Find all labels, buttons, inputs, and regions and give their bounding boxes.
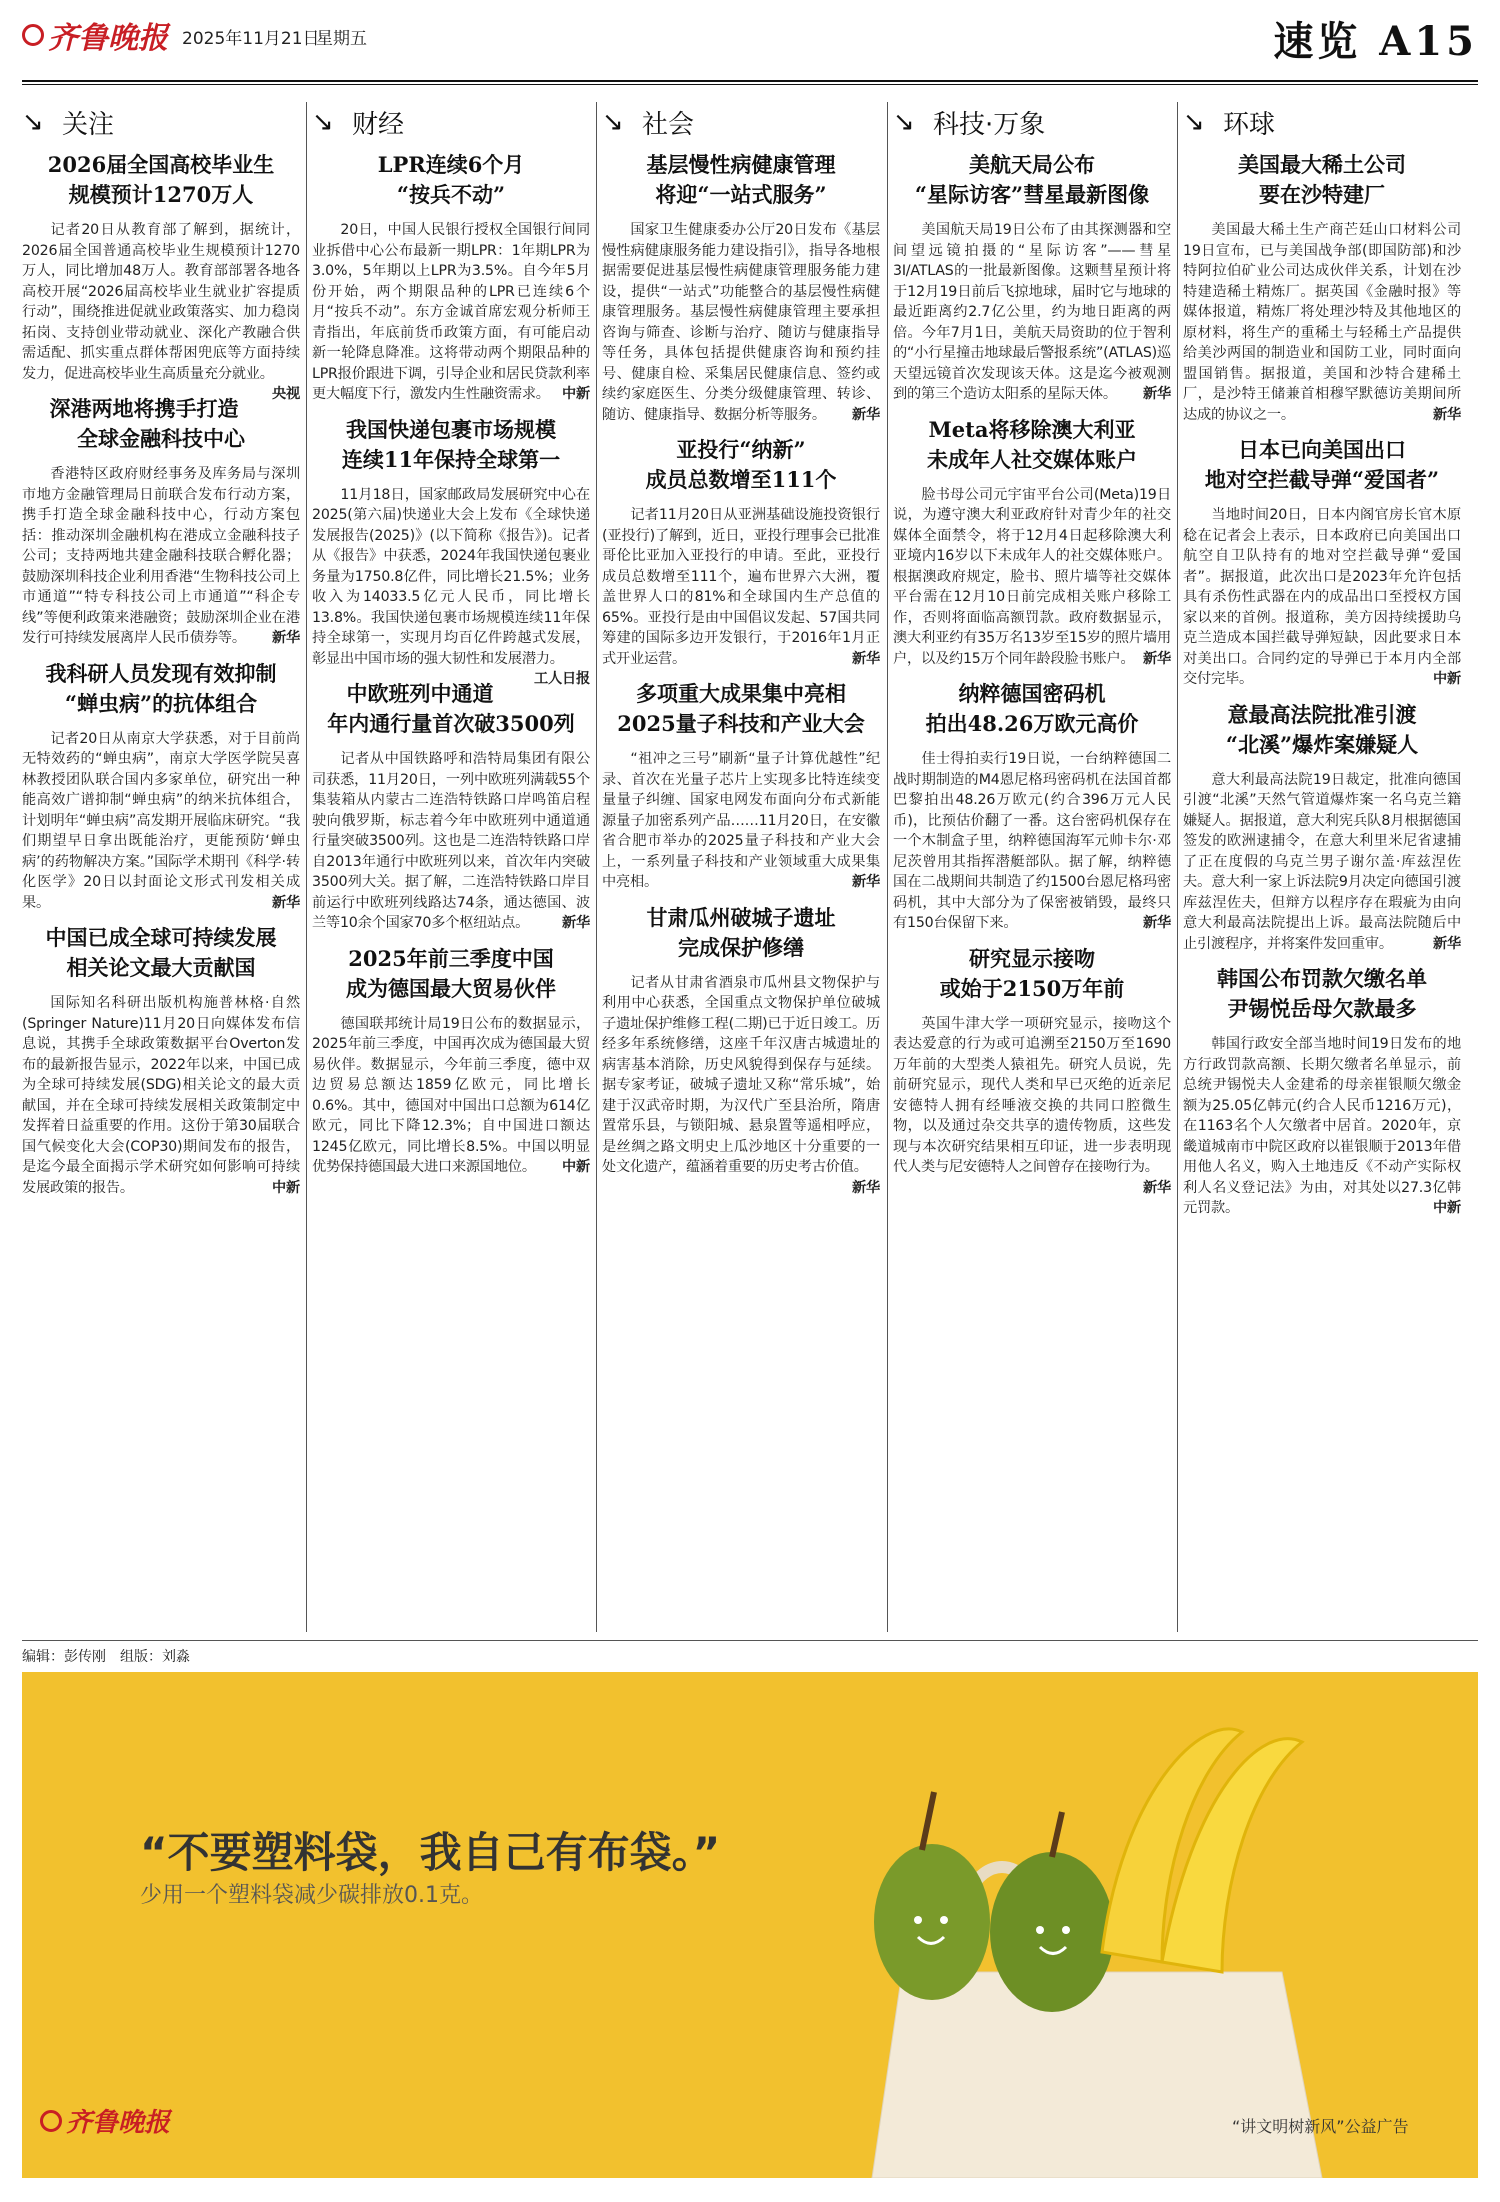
article-body <box>602 220 880 425</box>
article-source: 工人日报 <box>534 671 590 687</box>
article-headline: 意最高法院批准引渡 “北溪”爆炸案嫌疑人 <box>1225 701 1419 757</box>
article-body <box>1183 1034 1461 1219</box>
article-body <box>602 505 880 669</box>
article-body-text: 20日，中国人民银行授权全国银行间同业拆借中心公布最新一期LPR：1年期LPR为3.0%，5年期以上LPR为3.5%。自今年5月份开始，两个期限品种的LPR已连续6个月“按兵不动”。东方金诚首席宏观分析师王青指出，年底前货币政策方面，有可能启动新一轮降息降准。这将带动两个期限品种的LPR报价跟进下调，引导企业和居民贷款利率更大幅度下行，激发内生性融资需求。 <box>312 222 590 402</box>
article-source: 中新 <box>562 1159 590 1175</box>
article-body <box>312 749 590 934</box>
article-body-text: 11月18日，国家邮政局发展研究中心在2025(第六届)快递业大会上发布《全球快递发展报告(2025)》(以下简称《报告》)。记者从《报告》中获悉，2024年我国快递包裹业务量为1750.8亿件，同比增长21.5%；业务收入为14033.5亿元人民币，同比增长13.8%。我国快递包裹市场规模连续11年保持全球第一，实现月均百亿件跨越式发展，彰显出中国市场的强大韧性和发展潜力。 <box>312 486 590 667</box>
article-body-text: 美国最大稀土生产商芒廷山口材料公司19日宣布，已与美国战争部(即国防部)和沙特阿拉伯矿业公司达成伙伴关系，计划在沙特建造稀土精炼厂。据英国《金融时报》等媒体报道，精炼厂将处理沙特及其他地区的原材料，将生产的重稀土与轻稀土产品提供给美沙两国的制造业和国防工业，同时面向盟国销售。据报道，美国和沙特合建稀土厂，是沙特王储兼首相穆罕默德访美期间所达成的协议之一。 <box>1183 222 1461 423</box>
logo-seal-icon <box>40 2110 62 2132</box>
article-body-text: 德国联邦统计局19日公布的数据显示，2025年前三季度，中国再次成为德国最大贸易伙伴。数据显示，今年前三季度，德中双边贸易总额达1859亿欧元，同比增长0.6%。其中，德国对中国出口总额为614亿欧元，同比下降12.3%；自中国进口额达1245亿欧元，同比增长8.5%。中国以明显优势保持德国最大进口来源国地位。 <box>312 1015 590 1175</box>
article-body-text: 记者11月20日从亚洲基础设施投资银行(亚投行)了解到，近日，亚投行理事会已批准哥伦比亚加入亚投行的申请。至此，亚投行成员总数增至111个，遍布世界六大洲，覆盖世界人口的81%和全球国内生产总值的65%。亚投行是由中国倡议发起、57国共同筹建的国际多边开发银行，于2016年1月正式开业运营。 <box>602 507 880 667</box>
article-body <box>22 220 300 402</box>
news-article <box>1183 435 1461 690</box>
column-header <box>1183 102 1461 142</box>
article-source: 中新 <box>1433 1200 1461 1216</box>
article-headline: 韩国公布罚款欠缴名单 尹锡悦岳母欠款最多 <box>1217 966 1427 1021</box>
column-header <box>602 102 880 142</box>
article-headline: 中国已成全球可持续发展 相关论文最大贡献国 <box>45 925 277 980</box>
article-body <box>312 1014 590 1178</box>
article-source: 新华 <box>272 894 300 911</box>
news-article <box>893 415 1171 670</box>
section-arrow-icon: ↘ <box>1183 107 1205 137</box>
article-body-text: 美国航天局19日公布了由其探测器和空间望远镜拍摄的“星际访客”——彗星3I/ATLAS的一批最新图像。这颗彗星预计将于12月19日前后飞掠地球，届时它与地球的最近距离约2.7亿公里，约为地日距离的两倍。今年7月1日，美航天局资助的位于智利的“小行星撞击地球最后警报系统”(ATLAS)巡天望远镜首次发现该天体。这是迄今被观测到的第三个造访太阳系的星际天体。 <box>893 222 1171 402</box>
article-source: 中新 <box>562 386 590 402</box>
news-article <box>602 150 880 425</box>
article-body-text: 香港特区政府财经事务及库务局与深圳市地方金融管理局日前联合发布行动方案，携手打造全球金融科技中心，行动方案包括：推动深圳金融机构在港成立金融科技子公司；支持两地共建金融科技联合孵化器；鼓励深圳科技企业利用香港“生物科技公司上市通道”“特专科技公司上市通道”“科企专线”等便利政策来港融资；鼓励深圳企业在港发行可持续发展离岸人民币债券等。 <box>22 466 300 646</box>
issue-weekday: 星期五 <box>316 29 367 49</box>
article-headline: 美国最大稀土公司 要在沙特建厂 <box>1238 152 1406 207</box>
article-source: 新华 <box>1143 650 1171 667</box>
article-body <box>312 485 590 687</box>
news-article <box>602 903 880 1196</box>
article-source: 新华 <box>272 630 300 646</box>
article-headline: 我国快递包裹市场规模 连续11年保持全球第一 <box>341 416 561 472</box>
column-4 <box>1183 102 1461 1632</box>
article-headline: 深港两地将携手打造 全球金融科技中心 <box>49 396 245 451</box>
article-headline: 基层慢性病健康管理 将迎“一站式服务” <box>646 152 836 207</box>
article-body-text: 记者从中国铁路呼和浩特局集团有限公司获悉，11月20日，一列中欧班列满载55个集装箱从内蒙古二连浩特铁路口岸鸣笛启程驶向俄罗斯，标志着今年中欧班列中通道通行量突破3500列。这也是二连浩特铁路口岸自2013年通行中欧班列以来，首次年内突破3500列大关。据了解，二连浩特铁路口岸目前运行中欧班列线路达74条，通达德国、波兰等10余个国家70多个枢纽站点。 <box>312 751 590 931</box>
news-article <box>602 435 880 669</box>
footer-divider <box>22 1640 1478 1641</box>
article-body-text: 英国牛津大学一项研究显示，接吻这个表达爱意的行为或可追溯至2150万至1690万年前的大型类人猿祖先。研究人员说，先前研究显示，现代人类和早已灭绝的近亲尼安德特人拥有经唾液交换的共同口腔微生物，以及通过杂交共享的遗传物质，这些发现与本次研究结果相互印证，进一步表明现代人类与尼安德特人之间曾存在接吻行为。 <box>893 1015 1171 1175</box>
news-article <box>312 944 590 1178</box>
article-body <box>602 973 880 1196</box>
article-body <box>893 1014 1171 1196</box>
article-source: 新华 <box>1143 1179 1171 1196</box>
header-divider-thin <box>22 84 1478 85</box>
article-body <box>312 220 590 405</box>
article-body <box>1183 220 1461 425</box>
article-headline: 多项重大成果集中亮相 2025量子科技和产业大会 <box>617 681 865 736</box>
article-body <box>22 464 300 649</box>
news-article <box>312 679 590 934</box>
article-source: 中新 <box>272 1179 300 1196</box>
column-header <box>312 102 590 142</box>
news-article <box>893 944 1171 1196</box>
article-body <box>602 749 880 893</box>
pear-icon <box>990 1852 1114 2012</box>
news-article <box>1183 964 1461 1219</box>
article-source: 新华 <box>1143 386 1171 402</box>
news-article <box>893 150 1171 405</box>
article-body <box>1183 770 1461 955</box>
header-divider <box>22 80 1478 82</box>
article-source: 中新 <box>1433 671 1461 687</box>
news-article <box>602 679 880 893</box>
column-divider <box>306 102 307 1632</box>
article-source: 新华 <box>1433 406 1461 423</box>
article-body-text: 韩国行政安全部当地时间19日发布的地方行政罚款高额、长期欠缴者名单显示，前总统尹锡悦夫人金建希的母亲崔银顺欠缴金额为25.05亿韩元(约合人民币1216万元)，在1163名个人欠缴者中居首。2020年，京畿道城南市中院区政府以崔银顺于2013年借用他人名义，购入土地违反《不动产实际权利人名义登记法》为由，对其处以27.3亿韩元罚款。 <box>1183 1036 1461 1216</box>
article-body-text: 国家卫生健康委办公厅20日发布《基层慢性病健康服务能力建设指引》，指导各地根据需要促进基层慢性病健康管理服务能力建设，提供“一站式”功能整合的基层慢性病健康管理服务。基层慢性病健康管理主要承担咨询与筛查、诊断与治疗、随访与健康指导等任务，具体包括提供健康咨询和预约挂号、健康自检、采集居民健康信息、签约或续约家庭医生、分类分级健康管理、转诊、随访、健康指导、数据分析等服务。 <box>602 222 880 423</box>
article-headline: Meta将移除澳大利亚 未成年人社交媒体账户 <box>927 416 1137 472</box>
ad-logo <box>40 2102 170 2139</box>
news-article <box>22 923 300 1198</box>
article-body-text: 佳士得拍卖行19日说，一台纳粹德国二战时期制造的M4恩尼格玛密码机在法国首都巴黎拍出48.26万欧元(约合396万元人民币)，比预估价翻了一番。这台密码机保存在一个木制盒子里，纳粹德国海军元帅卡尔·邓尼茨曾用其指挥潜艇部队。据了解，纳粹德国在二战期间共制造了约1500台恩尼格玛密码机，其中大部分为了保密被销毁，最终只有150台保留下来。 <box>893 751 1171 931</box>
article-source: 新华 <box>852 650 880 667</box>
public-service-ad <box>22 1672 1478 2178</box>
article-body <box>893 749 1171 934</box>
column-section-name: 科技·万象 <box>933 109 1046 140</box>
column-header <box>893 102 1171 142</box>
news-article <box>1183 150 1461 425</box>
article-body-text: 记者20日从教育部了解到，据统计，2026届全国普通高校毕业生规模预计1270万人，同比增加48万人。教育部部署各地各高校开展“2026届高校毕业生就业扩容提质行动”，围绕推进促就业政策落实、加力稳岗拓岗、支持创业带动就业、深化产教融合供需适配、抓实重点群体帮困兜底等方面持续发力，促进高校毕业生高质量充分就业。 <box>22 222 300 382</box>
section-arrow-icon: ↘ <box>312 107 334 137</box>
article-source: 新华 <box>852 406 880 423</box>
article-headline: 2026届全国高校毕业生 规模预计1270万人 <box>47 152 275 207</box>
article-headline: 中欧班列中通道 年内通行量首次破3500列 <box>327 681 575 736</box>
news-article <box>312 150 590 405</box>
issue-date: 2025年11月21日 <box>182 29 320 49</box>
section-arrow-icon: ↘ <box>22 107 44 137</box>
article-source: 新华 <box>1143 915 1171 931</box>
article-source: 新华 <box>562 915 590 931</box>
article-headline: 2025年前三季度中国 成为德国最大贸易伙伴 <box>346 945 556 1001</box>
article-body <box>22 993 300 1198</box>
column-section-name: 环球 <box>1223 109 1276 140</box>
article-body <box>22 729 300 914</box>
news-article <box>1183 700 1461 955</box>
column-header <box>22 102 300 142</box>
column-0 <box>22 102 300 1632</box>
brand-name: 齐鲁晚报 <box>48 21 168 56</box>
page-section-title: 速览 A15 <box>1273 18 1478 65</box>
article-headline: 甘肃瓜州破城子遗址 完成保护修缮 <box>646 904 836 960</box>
bag-and-fruit-illustration <box>722 1672 1422 2178</box>
article-body-text: 国际知名科研出版机构施普林格·自然(Springer Nature)11月20日向媒体发布信息说，其携手全球政策数据平台Overton发布的最新报告显示，2022年以来，中国已成为全球可持续发展(SDG)相关论文的最大贡献国，并在全球可持续发展相关政策制定中发挥着日益重要的作用。这份于第30届联合国气候变化大会(COP30)期间发布的报告，是迄今最全面揭示学术研究如何影响可持续发展政策的报告。 <box>22 995 300 1196</box>
masthead-logo <box>22 14 172 56</box>
column-divider <box>596 102 597 1632</box>
ad-logo-text: 齐鲁晚报 <box>66 2108 171 2138</box>
article-headline: 我科研人员发现有效抑制 “蝉虫病”的抗体组合 <box>45 660 277 716</box>
article-body-text: 记者从甘肃省酒泉市瓜州县文物保护与利用中心获悉，全国重点文物保护单位破城子遗址保护维修工程(二期)已于近日竣工。历经多年系统修缮，这座千年汉唐古城遗址的病害基本消除，历史风貌得到保存与延续。据专家考证，破城子遗址又称“常乐城”，始建于汉武帝时期，为汉代广至县治所，隋唐置常乐县，与锁阳城、悬泉置等遥相呼应，是丝绸之路文明史上瓜沙地区十分重要的一处文化遗产，蕴涵着重要的历史考古价值。 <box>602 974 880 1175</box>
section-arrow-icon: ↘ <box>602 107 624 137</box>
logo-seal-icon <box>22 24 44 46</box>
column-section-name: 社会 <box>642 109 695 140</box>
article-body-text: 记者20日从南京大学获悉，对于目前尚无特效药的“蝉虫病”，南京大学医学院吴喜林教授团队联合国内多家单位，研究出一种能高效广谱抑制“蝉虫病”的纳米抗体组合，计划明年“蝉虫病”高发期开展临床研究。“我们期望早日拿出既能治疗，更能预防‘蝉虫病’的药物解决方案。”国际学术期刊《科学·转化医学》20日以封面论文形式刊发相关成果。 <box>22 730 300 911</box>
article-headline: 日本已向美国出口 地对空拦截导弹“爱国者” <box>1204 437 1440 492</box>
article-body <box>1183 505 1461 690</box>
article-headline: 亚投行“纳新” 成员总数增至111个 <box>645 437 837 492</box>
article-body-text: 意大利最高法院19日裁定，批准向德国引渡“北溪”天然气管道爆炸案一名乌克兰籍嫌疑人。据报道，意大利宪兵队8月根据德国签发的欧洲逮捕令，在意大利里米尼省逮捕了正在度假的乌克兰男子谢尔盖·库兹涅佐夫。意大利一家上诉法院9月决定向德国引渡库兹涅佐夫，但辩方以程序存在瑕疵为由向意大利最高法院提出上诉。最高法院随后中止引渡程序，并将案件发回重审。 <box>1183 771 1461 952</box>
article-body <box>893 220 1171 405</box>
column-divider <box>887 102 888 1632</box>
article-headline: 美航天局公布 “星际访客”彗星最新图像 <box>914 152 1150 207</box>
column-3 <box>893 102 1171 1632</box>
ad-campaign-note: “讲文明树新风”公益广告 <box>1232 2117 1409 2136</box>
article-source: 新华 <box>1433 935 1461 952</box>
article-headline: 研究显示接吻 或始于2150万年前 <box>939 945 1125 1001</box>
ad-quote: “不要塑料袋，我自己有布袋。” <box>140 1828 721 1877</box>
article-source: 央视 <box>272 386 300 402</box>
news-article <box>22 394 300 649</box>
section-arrow-icon: ↘ <box>893 107 915 137</box>
article-body <box>893 485 1171 670</box>
article-body-text: “祖冲之三号”刷新“量子计算优越性”纪录、首次在光量子芯片上实现多比特连续变量量子纠缠、国家电网发布面向分布式新能源量子加密系列产品……11月20日，在安徽省合肥市举办的2025量子科技和产业大会上，一系列量子科技和产业领域重大成果集中亮相。 <box>602 751 880 890</box>
column-divider <box>1177 102 1178 1632</box>
column-1 <box>312 102 590 1632</box>
news-article <box>22 150 300 402</box>
editor-credit: 编辑：彭传刚 组版：刘淼 <box>22 1649 190 1665</box>
article-body-text: 脸书母公司元宇宙平台公司(Meta)19日说，为遵守澳大利亚政府针对青少年的社交媒体全面禁令，将于12月4日起移除澳大利亚境内16岁以下未成年人的社交媒体账户。根据澳政府规定，脸书、照片墙等社交媒体平台需在12月10日前完成相关账户移除工作，否则将面临高额罚款。政府数据显示，澳大利亚约有35万名13岁至15岁的照片墙用户，以及约15万个同年龄段脸书账户。 <box>893 486 1171 667</box>
ad-subline: 少用一个塑料袋减少碳排放0.1克。 <box>140 1883 483 1908</box>
news-article <box>312 415 590 687</box>
news-article <box>22 659 300 914</box>
column-section-name: 财经 <box>352 109 405 140</box>
article-headline: 纳粹德国密码机 拍出48.26万欧元高价 <box>925 681 1139 736</box>
article-source: 新华 <box>852 1179 880 1196</box>
column-section-name: 关注 <box>62 109 115 140</box>
article-source: 新华 <box>852 874 880 890</box>
article-body-text: 当地时间20日，日本内阁官房长官木原稔在记者会上表示，日本政府已向美国出口航空自卫队持有的地对空拦截导弹“爱国者”。据报道，此次出口是2023年允许包括具有杀伤性武器在内的成品出口至授权方国家以来的首例。报道称，美方因持续援助乌克兰造成本国拦截导弹短缺，因此要求日本对美出口。合同约定的导弹已于本月内全部交付完毕。 <box>1183 507 1461 687</box>
pear-icon <box>874 1844 990 2000</box>
article-headline: LPR连续6个月 “按兵不动” <box>377 152 525 207</box>
news-article <box>893 679 1171 934</box>
column-2 <box>602 102 880 1632</box>
